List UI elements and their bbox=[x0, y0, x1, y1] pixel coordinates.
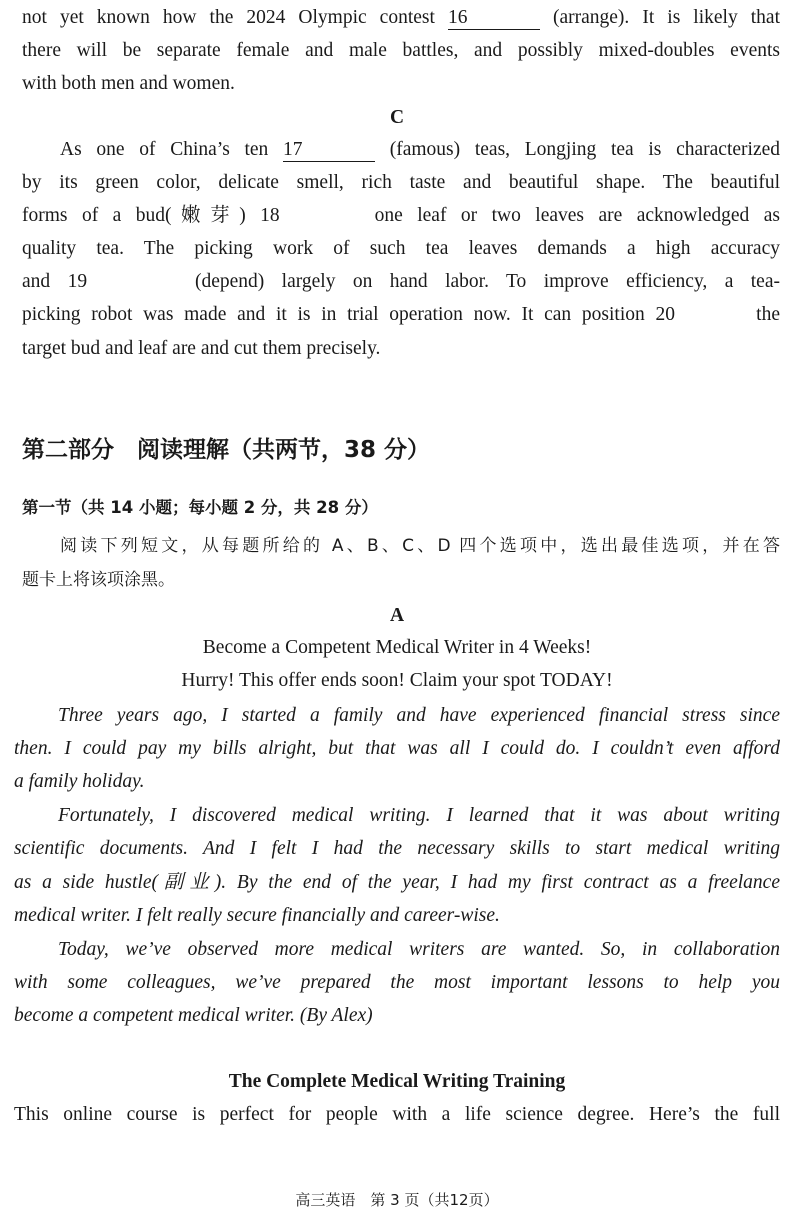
blank-17[interactable]: 17 bbox=[283, 139, 375, 162]
ad-headline: Become a Competent Medical Writer in 4 Weeks! bbox=[202, 637, 592, 658]
text-line: Fortunately, I discovered medical writing. I learned that it was about writing bbox=[58, 805, 780, 826]
passage-label-a: A bbox=[389, 605, 405, 626]
passage-label-c: C bbox=[389, 107, 405, 128]
text-line: by its green color, delicate smell, rich taste and beautiful shape. The beautiful bbox=[22, 172, 780, 193]
text-line: then. I could pay my bills alright, but that was all I could do. I couldn’t even afford bbox=[14, 738, 780, 759]
text-line: Three years ago, I started a family and have experienced financial stress since bbox=[58, 705, 780, 726]
text-line: and 19 (depend) largely on hand labor. To improve efficiency, a tea- bbox=[22, 271, 780, 292]
text-line: Today, we’ve observed more medical writers are wanted. So, in collaboration bbox=[58, 939, 780, 960]
text-line: forms of a bud(嫩芽) 18 one leaf or two leaves are acknowledged as bbox=[22, 205, 781, 226]
section1-title: 第一节（共 14 小题；每小题 2 分，共 28 分） bbox=[22, 498, 378, 517]
blank-19[interactable]: 19 bbox=[67, 271, 88, 292]
instruction-line: 题卡上将该项涂黑。 bbox=[22, 570, 175, 590]
text-line: target bud and leaf are and cut them precisely. bbox=[22, 338, 381, 359]
text-line: with both men and women. bbox=[22, 73, 235, 94]
text-line: picking robot was made and it is in trial operation now. It can position 20 the bbox=[22, 304, 780, 325]
ad-subheadline: Hurry! This offer ends soon! Claim your spot TODAY! bbox=[181, 670, 613, 691]
part2-title: 第二部分 阅读理解（共两节，38 分） bbox=[22, 437, 431, 463]
blank-20[interactable]: 20 bbox=[655, 304, 675, 325]
text-line: This online course is perfect for people with a life science degree. Here’s the full bbox=[14, 1104, 780, 1125]
text-line: become a competent medical writer. (By Alex) bbox=[14, 1005, 373, 1026]
instruction-line: 阅读下列短文，从每题所给的 A、B、C、D 四个选项中，选出最佳选项，并在答 bbox=[60, 536, 780, 556]
page-footer: 高三英语 第 3 页（共12页） bbox=[295, 1191, 499, 1209]
text-line: a family holiday. bbox=[14, 771, 145, 792]
text-line: as a side hustle(副业). By the end of the year, I had my first contract as a freelance bbox=[14, 872, 780, 893]
course-subheading: The Complete Medical Writing Training bbox=[228, 1071, 566, 1092]
text-line: not yet known how the 2024 Olympic contest 16 (arrange). It is likely that bbox=[22, 7, 780, 28]
text-line: medical writer. I felt really secure financially and career-wise. bbox=[14, 905, 500, 926]
text-line: As one of China’s ten 17 (famous) teas, Longjing tea is characterized bbox=[60, 139, 781, 160]
blank-18[interactable]: 18 bbox=[260, 205, 280, 226]
text-line: with some colleagues, we’ve prepared the most important lessons to help you bbox=[14, 972, 780, 993]
text-line: quality tea. The picking work of such tea leaves demands a high accuracy bbox=[22, 238, 780, 259]
blank-16[interactable]: 16 bbox=[448, 7, 540, 30]
text-line: there will be separate female and male battles, and possibly mixed-doubles events bbox=[22, 40, 780, 61]
text-line: scientific documents. And I felt I had the necessary skills to start medical writing bbox=[14, 838, 780, 859]
